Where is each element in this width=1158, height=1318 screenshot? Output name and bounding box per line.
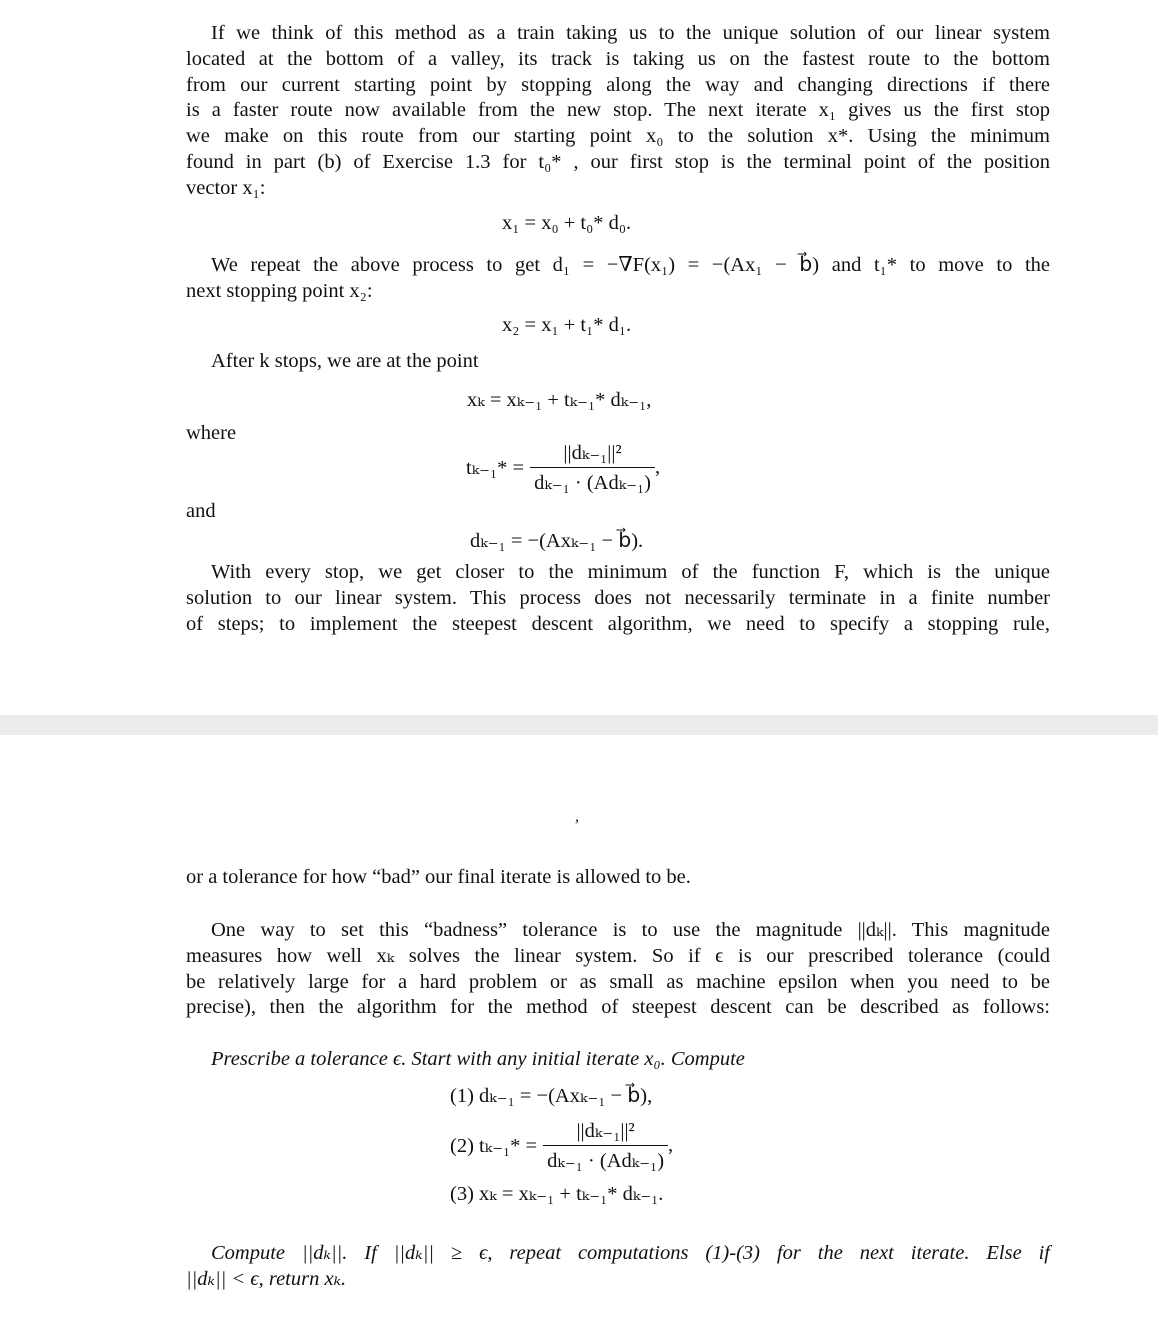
algorithm-step-2 bbox=[450, 1118, 673, 1173]
text-line: Compute ||dₖ||. If ||dₖ|| ≥ ϵ, repeat computations (1)-(3) for the next iterate. Else if bbox=[211, 1242, 1050, 1264]
paragraph-train-analogy bbox=[186, 21, 1050, 202]
stray-mark: , bbox=[575, 808, 579, 825]
page-separator bbox=[0, 715, 1158, 735]
text-line: vector x₁: bbox=[186, 176, 266, 199]
fraction bbox=[543, 1118, 668, 1173]
fraction bbox=[530, 440, 655, 495]
equation-x1: x₁ = x₀ + t₀* d₀. bbox=[502, 212, 632, 234]
equation-lhs: tₖ₋₁* = bbox=[466, 457, 525, 479]
label-where: where bbox=[186, 422, 237, 444]
paragraph-stopping-rule bbox=[186, 560, 1050, 637]
text-line: of steps; to implement the steepest descent algorithm, we need to specify a stopping rule, bbox=[186, 612, 1050, 635]
text-line: One way to set this “badness” tolerance is to use the magnitude ||dₖ||. This magnitude bbox=[211, 919, 1050, 941]
text-line: be relatively large for a hard problem or as small as machine epsilon when you need to be bbox=[186, 970, 1050, 993]
text-line: found in part (b) of Exercise 1.3 for t₀* , our first stop is the terminal point of the position bbox=[186, 150, 1050, 173]
algorithm-intro: Prescribe a tolerance ϵ. Start with any initial iterate x₀. Compute bbox=[211, 1048, 745, 1070]
algorithm-step-1: (1) dₖ₋₁ = −(Axₖ₋₁ − b⃗), bbox=[450, 1085, 653, 1107]
text-line: If we think of this method as a train taking us to the unique solution of our linear system bbox=[211, 22, 1050, 44]
text-line: solution to our linear system. This process does not necessarily terminate in a finite number bbox=[186, 586, 1050, 609]
paragraph-after-k-stops: After k stops, we are at the point bbox=[211, 350, 479, 372]
text-line: We repeat the above process to get d₁ = −∇F(x₁) = −(Ax₁ − b⃗) and t₁* to move to the bbox=[211, 254, 1050, 276]
equation-tail: , bbox=[668, 1134, 674, 1156]
text-line: precise), then the algorithm for the method of steepest descent can be described as follows: bbox=[186, 996, 1050, 1019]
equation-x2: x₂ = x₁ + t₁* d₁. bbox=[502, 314, 632, 336]
paragraph-termination bbox=[186, 1241, 1050, 1293]
fraction-denominator: dₖ₋₁ · (Adₖ₋₁) bbox=[543, 1145, 668, 1173]
paragraph-badness-tolerance bbox=[186, 918, 1050, 1021]
text-line: With every stop, we get closer to the minimum of the function F, which is the unique bbox=[211, 561, 1050, 583]
paragraph-tolerance: or a tolerance for how “bad” our final iterate is allowed to be. bbox=[186, 866, 691, 888]
equation-tail: , bbox=[655, 456, 661, 478]
text-line: we make on this route from our starting point x₀ to the solution x*. Using the minimum bbox=[186, 125, 1050, 148]
label-and: and bbox=[186, 500, 216, 522]
text-line: measures how well xₖ solves the linear system. So if ϵ is our prescribed tolerance (could bbox=[186, 944, 1050, 967]
fraction-numerator: ||dₖ₋₁||² bbox=[576, 1120, 635, 1142]
equation-step-size bbox=[466, 440, 660, 495]
text-line: from our current starting point by stopping along the way and changing directions if there bbox=[186, 73, 1050, 96]
paragraph-repeat-process bbox=[186, 253, 1050, 305]
text-line: located at the bottom of a valley, its track is taking us on the fastest route to the bottom bbox=[186, 47, 1050, 70]
equation-xk: xₖ = xₖ₋₁ + tₖ₋₁* dₖ₋₁, bbox=[467, 389, 652, 411]
text-line: next stopping point x₂: bbox=[186, 279, 373, 302]
fraction-denominator: dₖ₋₁ · (Adₖ₋₁) bbox=[530, 467, 655, 495]
text-line: ||dₖ|| < ϵ, return xₖ. bbox=[186, 1267, 347, 1290]
fraction-numerator: ||dₖ₋₁||² bbox=[563, 442, 622, 464]
algorithm-step-3: (3) xₖ = xₖ₋₁ + tₖ₋₁* dₖ₋₁. bbox=[450, 1183, 664, 1205]
text-line: is a faster route now available from the new stop. The next iterate x₁ gives us the first stop bbox=[186, 99, 1050, 122]
equation-lhs: (2) tₖ₋₁* = bbox=[450, 1135, 538, 1157]
equation-dk: dₖ₋₁ = −(Axₖ₋₁ − b⃗). bbox=[470, 530, 644, 552]
